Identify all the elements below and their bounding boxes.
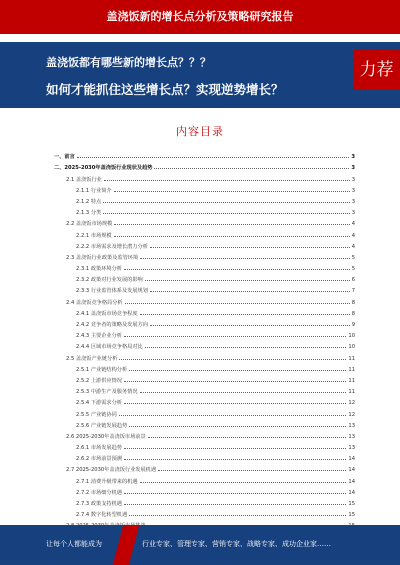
- toc-entry-text: 2.4 盖浇饭竞争格局分析: [66, 299, 123, 306]
- toc-entry-text: 2.5.2 上游供应情况: [76, 377, 122, 384]
- toc-entry-text: 二、2025-2030年盖浇饭行业现状及趋势: [54, 165, 153, 172]
- toc-entry-text: 2.1.3 分类: [76, 210, 102, 217]
- toc-entry[interactable]: [46, 239, 355, 250]
- toc-entry-text: 2.7.1 消费升级带来的机遇: [76, 478, 138, 485]
- toc-entry[interactable]: [46, 451, 355, 462]
- toc-entry[interactable]: [46, 250, 355, 261]
- toc-leader-dots: [77, 157, 350, 158]
- toc-entry-text: 2.7 2025-2030年盖浇饭行业发展机遇: [66, 467, 157, 474]
- toc-entry-text: 2.7.3 政策支持机遇: [76, 501, 122, 507]
- toc-entry-page: 14: [348, 467, 355, 474]
- toc-entry[interactable]: [46, 317, 355, 328]
- toc-entry[interactable]: [46, 429, 355, 440]
- toc-entry-page: 11: [348, 389, 355, 396]
- toc-entry-page: 11: [348, 377, 355, 384]
- toc-entry-page: 3: [351, 198, 355, 205]
- toc-leader-dots: [145, 280, 350, 281]
- toc-entry[interactable]: [46, 194, 355, 205]
- toc-leader-dots: [124, 504, 346, 505]
- toc-entry[interactable]: [46, 485, 355, 496]
- footer-banner: [0, 525, 400, 565]
- toc-entry-page: 14: [348, 478, 355, 485]
- toc-entry-page: 4: [351, 221, 355, 228]
- toc-entry[interactable]: [46, 216, 355, 227]
- toc-leader-dots: [103, 213, 349, 214]
- toc-entry[interactable]: [46, 272, 355, 283]
- toc-leader-dots: [140, 482, 347, 483]
- toc-leader-dots: [158, 470, 346, 471]
- toc-leader-dots: [114, 236, 350, 237]
- toc-entry[interactable]: [46, 306, 355, 317]
- toc-leader-dots: [150, 247, 350, 248]
- toc-entry[interactable]: [46, 183, 355, 194]
- toc-entry-text: 2.1 盖浇饭行业: [66, 176, 102, 183]
- toc-entry-text: 2.4.3 主要企业分析: [76, 333, 122, 340]
- toc-entry-page: 13: [348, 445, 355, 452]
- toc-leader-dots: [124, 448, 346, 449]
- toc-entry[interactable]: [46, 294, 355, 305]
- toc-entry[interactable]: [46, 507, 355, 518]
- toc-entry-page: 3: [351, 210, 355, 217]
- toc-entry-text: 2.1.1 行业简介: [76, 187, 112, 194]
- toc-leader-dots: [125, 303, 350, 304]
- toc-entry[interactable]: [46, 496, 355, 507]
- toc-entry-page: 7: [351, 288, 355, 295]
- toc-entry-page: 13: [348, 422, 355, 429]
- toc-entry[interactable]: [46, 261, 355, 272]
- toc-entry-page: 10: [348, 344, 355, 351]
- toc-entry[interactable]: [46, 227, 355, 238]
- toc-leader-dots: [148, 437, 347, 438]
- toc-leader-dots: [129, 370, 346, 371]
- toc-leader-dots: [119, 415, 347, 416]
- toc-entry[interactable]: [46, 406, 355, 417]
- toc-entry-page: 3: [351, 187, 355, 194]
- toc-leader-dots: [114, 191, 350, 192]
- toc-entry-text: 2.2 盖浇饭市场规模: [66, 221, 113, 228]
- footer-slogan: 让每个人都能成为: [46, 540, 102, 548]
- toc-entry-page: 4: [351, 232, 355, 239]
- toc-leader-dots: [124, 493, 346, 494]
- toc-entry-page: 15: [348, 512, 355, 519]
- toc-leader-dots: [124, 459, 346, 460]
- footer-accent-stripe: [113, 525, 140, 565]
- toc-leader-dots: [103, 202, 349, 203]
- toc-entry-page: 13: [348, 433, 355, 440]
- toc-leader-dots: [140, 258, 350, 259]
- toc-entry-page: 14: [348, 489, 355, 496]
- toc-entry-text: 2.5.1 产业链结构分析: [76, 366, 128, 373]
- toc-leader-dots: [129, 426, 346, 427]
- footer-roles: 行业专家、管理专家、营销专家、战略专家、成功企业家……: [142, 540, 331, 548]
- toc-leader-dots: [124, 403, 346, 404]
- toc-entry[interactable]: [46, 328, 355, 339]
- toc-leader-dots: [124, 381, 346, 382]
- toc-leader-dots: [150, 325, 350, 326]
- toc-entry-page: 3: [351, 154, 355, 161]
- toc-entry-text: 2.6.1 市场发展趋势: [76, 445, 122, 452]
- toc-entry-page: 12: [348, 400, 355, 407]
- toc-entry[interactable]: [46, 373, 355, 384]
- toc-entry-text: 2.6.2 市场前景预测: [76, 456, 122, 463]
- toc-entry-page: 11: [348, 355, 355, 362]
- toc-entry-page: 8: [351, 299, 355, 306]
- toc-entry-page: 4: [351, 243, 355, 250]
- banner-question-1: 盖浇饭都有哪些新的增长点？？？: [46, 56, 211, 69]
- toc-entry-page: 5: [351, 254, 355, 261]
- toc-entry-text: 2.1.2 特点: [76, 198, 102, 205]
- toc-entry-text: 2.5.6 产业链发展趋势: [76, 422, 128, 429]
- toc-title: 内容目录: [176, 125, 224, 138]
- toc-entry-page: 3: [351, 176, 355, 183]
- toc-leader-dots: [145, 347, 347, 348]
- toc-entry[interactable]: [46, 440, 355, 451]
- table-of-contents: [46, 149, 355, 529]
- toc-entry-page: 9: [351, 322, 355, 328]
- toc-leader-dots: [150, 291, 350, 292]
- toc-entry-text: 2.3.2 政策对行业发展的影响: [76, 277, 143, 284]
- toc-leader-dots: [119, 359, 346, 360]
- toc-entry-text: 2.5.5 产业链协同: [76, 411, 117, 418]
- banner-question-2: 如何才能抓住这些增长点？实现逆势增长？: [46, 82, 284, 97]
- toc-leader-dots: [104, 180, 350, 181]
- toc-entry-text: 2.5.4 下游需求分析: [76, 400, 122, 407]
- toc-entry-text: 2.4.2 竞争者的策略及发展方向: [76, 322, 148, 328]
- toc-entry-text: 2.4.1 盖浇饭市场竞争程度: [76, 310, 138, 317]
- toc-entry-page: 11: [348, 366, 355, 373]
- toc-entry[interactable]: [46, 205, 355, 216]
- toc-leader-dots: [124, 336, 346, 337]
- toc-entry-text: 2.2.1 市场规模: [76, 232, 112, 239]
- toc-entry-page: 10: [348, 333, 355, 340]
- toc-entry[interactable]: [46, 418, 355, 429]
- toc-entry-page: 8: [351, 310, 355, 317]
- toc-entry[interactable]: [46, 283, 355, 294]
- toc-entry-page: 5: [351, 266, 355, 273]
- toc-entry-page: 14: [348, 456, 355, 463]
- toc-entry[interactable]: [46, 339, 355, 350]
- toc-entry-text: 2.6 2025-2030年盖浇饭市场前景: [66, 433, 146, 440]
- toc-entry[interactable]: [46, 473, 355, 484]
- toc-entry-text: 2.5.3 中游生产及服务情况: [76, 389, 138, 396]
- toc-entry[interactable]: [46, 362, 355, 373]
- toc-entry-text: 2.4.4 区域市场竞争格局对比: [76, 344, 143, 351]
- toc-entry-text: 2.5 盖浇饭产业链分析: [66, 355, 118, 362]
- toc-entry-text: 一、前言: [54, 154, 75, 161]
- toc-entry[interactable]: [46, 160, 355, 171]
- toc-leader-dots: [124, 269, 350, 270]
- toc-entry-page: 6: [351, 277, 355, 284]
- toc-leader-dots: [129, 515, 346, 516]
- toc-leader-dots: [140, 314, 350, 315]
- toc-entry[interactable]: [46, 395, 355, 406]
- report-title: 盖浇饭新的增长点分析及策略研究报告: [0, 0, 400, 34]
- toc-entry-text: 2.2.2 市场需求及增长潜力分析: [76, 243, 148, 250]
- toc-entry[interactable]: [46, 384, 355, 395]
- toc-entry-text: 2.3.1 政策环境分析: [76, 266, 122, 273]
- toc-entry[interactable]: [46, 149, 355, 160]
- toc-entry[interactable]: [46, 350, 355, 361]
- toc-entry-page: 3: [351, 165, 355, 172]
- question-banner: [0, 42, 400, 108]
- toc-entry-page: 12: [348, 411, 355, 418]
- toc-entry-text: 2.3.3 行业监管体系及发展规划: [76, 288, 148, 295]
- toc-entry-text: 2.7.2 市场细分机遇: [76, 489, 122, 496]
- toc-entry-page: 15: [348, 501, 355, 507]
- toc-entry-text: 2.7.4 数字化转型机遇: [76, 512, 128, 519]
- toc-leader-dots: [114, 224, 349, 225]
- toc-leader-dots: [154, 168, 349, 169]
- toc-entry-text: 2.3 盖浇饭行业政策及监管环境: [66, 254, 139, 261]
- toc-entry[interactable]: [46, 171, 355, 182]
- brand-badge: 力荐: [353, 50, 400, 90]
- toc-leader-dots: [140, 392, 347, 393]
- toc-entry[interactable]: [46, 462, 355, 473]
